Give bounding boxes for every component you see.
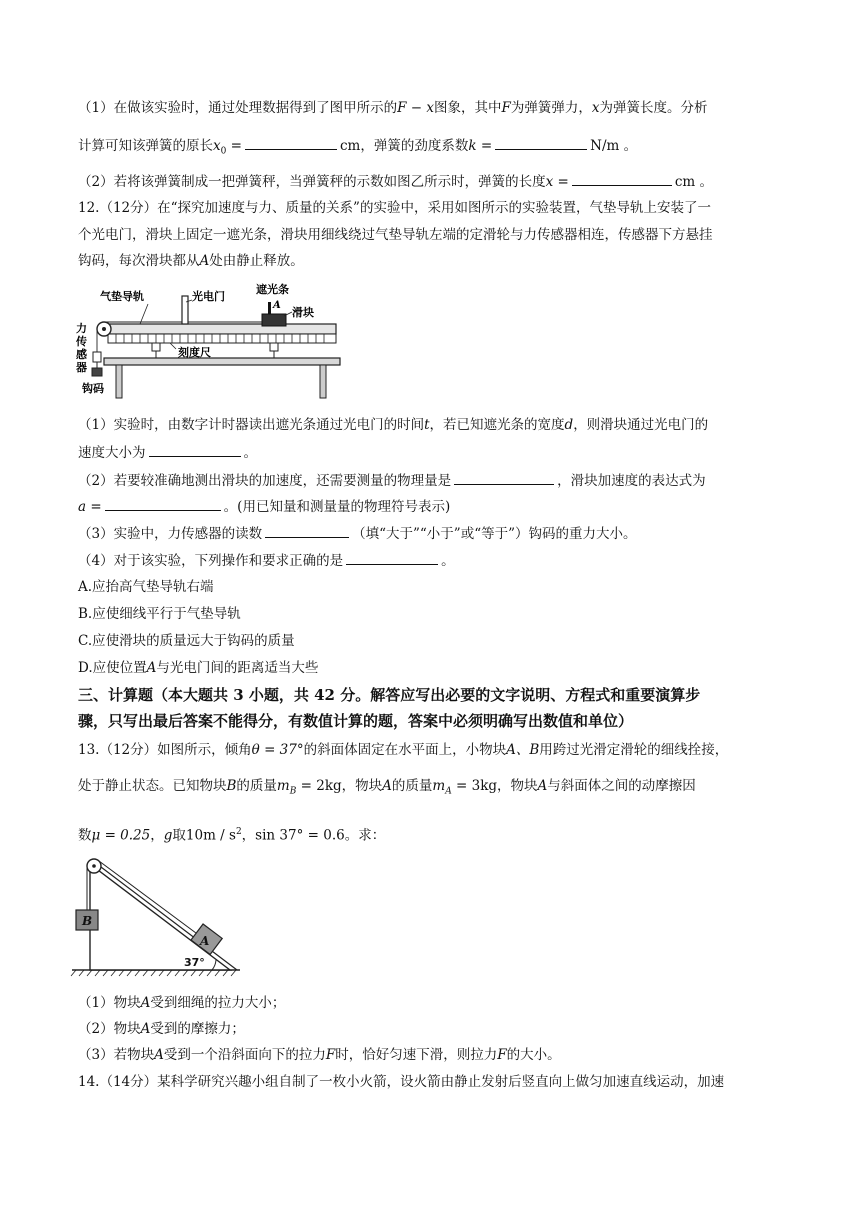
section3-title-line1: 三、计算题（本大题共 3 小题，共 42 分。解答应写出必要的文字说明、方程式和重要演算步 — [78, 686, 701, 704]
force-sensor — [93, 352, 101, 362]
slider-block — [262, 314, 286, 326]
q12-option-b: B.应使细线平行于气垫导轨 — [78, 606, 241, 622]
photogate — [182, 296, 188, 324]
label-air-track: 气垫导轨 — [100, 290, 144, 303]
answer-blank-compare[interactable] — [265, 523, 349, 538]
q12-option-c: C.应使滑块的质量远大于钩码的质量 — [78, 633, 295, 649]
label-sensor-4: 器 — [76, 361, 87, 374]
label-weight: 钩码 — [82, 382, 104, 395]
q13-sub2: （2）物块A受到的摩擦力； — [78, 1021, 245, 1037]
q13-line2: 处于静止状态。已知物块B的质量$m_B = 2kg$，物块A的质量$m_A = 3kg$，物块A与斜面体之间的动摩擦因 — [78, 778, 696, 797]
q12-intro-line3: 钩码，每次滑块都从A处由静止释放。 — [78, 253, 304, 269]
q12-sub3: （3）实验中，力传感器的读数 （填“大于”“小于”或“等于”）钩码的重力大小。 — [78, 523, 637, 544]
q12-option-a: A.应抬高气垫导轨右端 — [78, 579, 214, 595]
q13-line3: 数μ = 0.25，g取$10m / s^2$，sin 37° = 0.6。求： — [78, 827, 386, 844]
light-strip — [268, 302, 271, 314]
q12-intro-line2: 个光电门，滑块上固定一遮光条，滑块用细线绕过气垫导轨左端的定滑轮与力传感器相连，传感器下方悬挂 — [78, 227, 713, 243]
q13-sub1: （1）物块A受到细绳的拉力大小； — [78, 995, 286, 1011]
answer-blank-choice[interactable] — [346, 550, 438, 565]
q11-part1-line1: （1）在做该实验时，通过处理数据得到了图甲所示的F − x图象，其中F为弹簧弹力，x为弹簧长度。分析 — [78, 100, 708, 116]
rail-support-right — [270, 343, 278, 351]
rail-support-left — [152, 343, 160, 351]
ruler — [108, 334, 336, 343]
q11-part1-line2: 计算可知该弹簧的原长$x_0$ = cm，弹簧的劲度系数k = N/m 。 — [78, 135, 637, 162]
answer-blank-acceleration[interactable] — [105, 496, 221, 511]
angle-label: 37° — [184, 956, 205, 969]
air-track-rail — [108, 324, 336, 334]
label-position-a: A — [273, 300, 281, 311]
incline-figure — [70, 852, 245, 980]
label-ruler: 刻度尺 — [178, 346, 211, 359]
label-sensor-3: 感 — [76, 348, 87, 361]
section3-title-line2: 骤，只写出最后答案不能得分，有数值计算的题，答案中必须明确写出数值和单位） — [78, 712, 634, 730]
q13-sub3: （3）若物块A受到一个沿斜面向下的拉力F时，恰好匀速下滑，则拉力F的大小。 — [78, 1047, 561, 1063]
table-top — [104, 358, 340, 365]
answer-blank-k[interactable] — [495, 135, 587, 150]
air-track-apparatus-figure — [74, 282, 344, 400]
weight-block — [92, 368, 102, 376]
q12-sub1-line1: （1）实验时，由数字计时器读出遮光条通过光电门的时间t，若已知遮光条的宽度d，则滑块通过光电门的 — [78, 417, 709, 433]
q13-line1: 13.（12分）如图所示，倾角θ = 37°的斜面体固定在水平面上，小物块A、B用跨过光滑定滑轮的细线拴接， — [78, 742, 729, 758]
q12-option-d: D.应使位置A与光电门间的距离适当大些 — [78, 660, 319, 676]
label-photogate: 光电门 — [192, 290, 225, 303]
q12-sub2-line2: a = 。(用已知量和测量量的物理符号表示) — [78, 496, 450, 517]
table-leg-left — [116, 365, 122, 398]
q12-sub1-line2: 速度大小为 。 — [78, 442, 257, 463]
q12-sub2-line1: （2）若要较准确地测出滑块的加速度，还需要测量的物理量是 ，滑块加速度的表达式为 — [78, 470, 706, 491]
q12-intro-line1: 12.（12分）在“探究加速度与力、质量的关系”的实验中，采用如图所示的实验装置，气垫导轨上安装了一 — [78, 200, 711, 216]
label-sensor-2: 传 — [76, 335, 87, 348]
answer-blank-x0[interactable] — [245, 135, 337, 150]
answer-blank-length[interactable] — [572, 171, 672, 186]
q12-sub4: （4）对于该实验，下列操作和要求正确的是 。 — [78, 550, 455, 571]
label-light-strip: 遮光条 — [256, 283, 289, 296]
answer-blank-velocity[interactable] — [149, 442, 241, 457]
label-sensor-1: 力 — [76, 322, 87, 335]
block-b-label: B — [82, 914, 93, 928]
q14-line1: 14.（14分）某科学研究兴趣小组自制了一枚小火箭，设火箭由静止发射后竖直向上做匀加速直线运动，加速 — [78, 1074, 725, 1090]
block-a-label: A — [200, 934, 210, 948]
q11-part2-line: （2）若将该弹簧制成一把弹簧秤，当弹簧秤的示数如图乙所示时，弹簧的长度x = cm 。 — [78, 171, 713, 192]
label-slider: 滑块 — [292, 306, 314, 319]
table-leg-right — [320, 365, 326, 398]
answer-blank-quantity[interactable] — [454, 470, 554, 485]
